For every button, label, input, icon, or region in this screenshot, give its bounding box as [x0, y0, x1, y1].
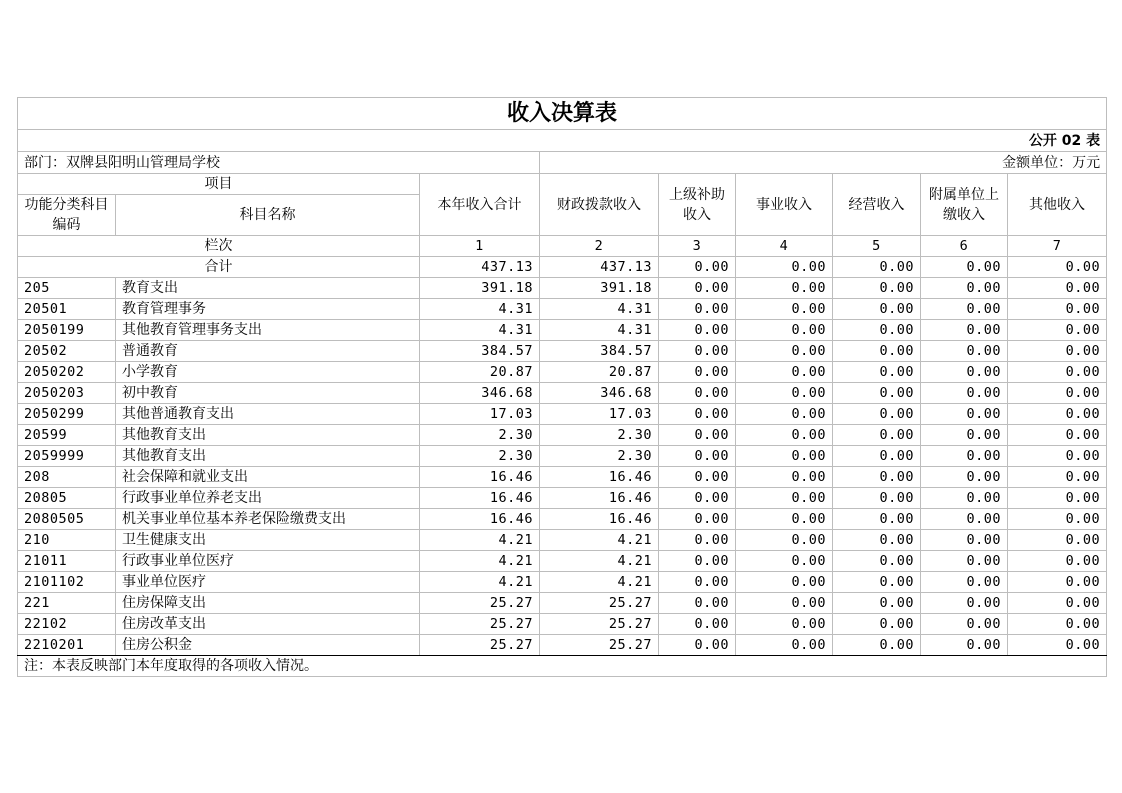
column-index: 6	[921, 236, 1008, 257]
amount-cell: 0.00	[833, 467, 921, 488]
amount-cell: 20.87	[420, 362, 540, 383]
amount-cell: 4.31	[420, 299, 540, 320]
amount-cell: 0.00	[659, 551, 736, 572]
amount-cell: 0.00	[659, 446, 736, 467]
table-row	[18, 593, 1107, 614]
amount-cell: 0.00	[921, 509, 1008, 530]
amount-cell: 0.00	[659, 404, 736, 425]
amount-cell: 25.27	[540, 635, 659, 656]
subject-name: 机关事业单位基本养老保险缴费支出	[116, 509, 420, 530]
amount-cell: 0.00	[921, 593, 1008, 614]
amount-cell: 0.00	[1008, 320, 1107, 341]
amount-cell: 0.00	[659, 299, 736, 320]
total-cell: 0.00	[921, 257, 1008, 278]
subject-name: 卫生健康支出	[116, 530, 420, 551]
amount-cell: 4.31	[540, 320, 659, 341]
total-cell: 437.13	[540, 257, 659, 278]
amount-cell: 0.00	[659, 530, 736, 551]
table-row	[18, 614, 1107, 635]
amount-cell: 0.00	[736, 488, 833, 509]
amount-cell: 0.00	[659, 509, 736, 530]
table-row	[18, 551, 1107, 572]
subject-name: 行政事业单位养老支出	[116, 488, 420, 509]
amount-cell: 0.00	[1008, 362, 1107, 383]
amount-cell: 346.68	[420, 383, 540, 404]
subject-code: 20599	[18, 425, 116, 446]
amount-cell: 0.00	[921, 572, 1008, 593]
table-row	[18, 467, 1107, 488]
amount-cell: 2.30	[540, 425, 659, 446]
amount-cell: 25.27	[420, 593, 540, 614]
table-row	[18, 488, 1107, 509]
amount-cell: 0.00	[1008, 614, 1107, 635]
amount-cell: 0.00	[921, 320, 1008, 341]
header-fiscal: 财政拨款收入	[540, 174, 659, 236]
amount-cell: 0.00	[659, 593, 736, 614]
amount-cell: 0.00	[736, 299, 833, 320]
amount-cell: 0.00	[921, 404, 1008, 425]
subject-name: 其他教育支出	[116, 446, 420, 467]
subject-code: 2210201	[18, 635, 116, 656]
header-affiliated: 附属单位上缴收入	[921, 174, 1008, 236]
amount-cell: 0.00	[736, 530, 833, 551]
table-row	[18, 320, 1107, 341]
amount-cell: 16.46	[420, 488, 540, 509]
table-row	[18, 635, 1107, 656]
table-row	[18, 383, 1107, 404]
total-row-label: 合计	[18, 257, 420, 278]
amount-cell: 391.18	[420, 278, 540, 299]
total-cell: 0.00	[659, 257, 736, 278]
subject-name: 事业单位医疗	[116, 572, 420, 593]
amount-cell: 0.00	[1008, 488, 1107, 509]
page-title: 收入决算表	[18, 98, 1107, 130]
table-row	[18, 299, 1107, 320]
amount-cell: 0.00	[659, 614, 736, 635]
subject-code: 210	[18, 530, 116, 551]
amount-cell: 16.46	[420, 509, 540, 530]
amount-cell: 0.00	[1008, 530, 1107, 551]
amount-cell: 4.31	[540, 299, 659, 320]
amount-cell: 0.00	[659, 383, 736, 404]
header-business: 事业收入	[736, 174, 833, 236]
amount-cell: 25.27	[420, 614, 540, 635]
amount-cell: 0.00	[921, 530, 1008, 551]
amount-cell: 0.00	[659, 488, 736, 509]
income-statement-table	[17, 97, 1107, 677]
amount-cell: 0.00	[921, 635, 1008, 656]
subject-code: 2050203	[18, 383, 116, 404]
amount-cell: 4.21	[420, 530, 540, 551]
amount-cell: 0.00	[736, 572, 833, 593]
amount-cell: 0.00	[921, 362, 1008, 383]
table-row	[18, 404, 1107, 425]
subject-name: 初中教育	[116, 383, 420, 404]
amount-cell: 0.00	[833, 635, 921, 656]
amount-cell: 0.00	[736, 383, 833, 404]
table-row	[18, 341, 1107, 362]
amount-cell: 25.27	[420, 635, 540, 656]
subject-code: 2101102	[18, 572, 116, 593]
amount-cell: 0.00	[736, 341, 833, 362]
amount-cell: 2.30	[420, 425, 540, 446]
amount-cell: 0.00	[833, 404, 921, 425]
subject-name: 行政事业单位医疗	[116, 551, 420, 572]
subject-name: 其他教育管理事务支出	[116, 320, 420, 341]
amount-cell: 0.00	[659, 425, 736, 446]
amount-cell: 16.46	[540, 488, 659, 509]
amount-cell: 0.00	[736, 509, 833, 530]
amount-cell: 16.46	[540, 509, 659, 530]
amount-cell: 0.00	[1008, 635, 1107, 656]
amount-cell: 0.00	[833, 299, 921, 320]
amount-cell: 384.57	[420, 341, 540, 362]
amount-cell: 0.00	[736, 425, 833, 446]
amount-unit-label: 金额单位：万元	[540, 152, 1107, 174]
amount-cell: 0.00	[833, 362, 921, 383]
amount-cell: 4.31	[420, 320, 540, 341]
amount-cell: 0.00	[921, 341, 1008, 362]
amount-cell: 0.00	[833, 593, 921, 614]
amount-cell: 0.00	[736, 404, 833, 425]
amount-cell: 2.30	[540, 446, 659, 467]
subject-name: 小学教育	[116, 362, 420, 383]
amount-cell: 0.00	[833, 551, 921, 572]
amount-cell: 4.21	[540, 572, 659, 593]
subject-code: 2080505	[18, 509, 116, 530]
amount-cell: 0.00	[833, 383, 921, 404]
subject-name: 住房公积金	[116, 635, 420, 656]
amount-cell: 0.00	[921, 383, 1008, 404]
subject-name: 普通教育	[116, 341, 420, 362]
amount-cell: 0.00	[833, 446, 921, 467]
subject-name: 住房改革支出	[116, 614, 420, 635]
column-index: 4	[736, 236, 833, 257]
amount-cell: 0.00	[921, 467, 1008, 488]
amount-cell: 4.21	[420, 551, 540, 572]
header-operating: 经营收入	[833, 174, 921, 236]
amount-cell: 0.00	[659, 341, 736, 362]
amount-cell: 0.00	[1008, 509, 1107, 530]
column-index-label: 栏次	[18, 236, 420, 257]
amount-cell: 16.46	[540, 467, 659, 488]
subject-name: 社会保障和就业支出	[116, 467, 420, 488]
amount-cell: 0.00	[833, 425, 921, 446]
table-row	[18, 446, 1107, 467]
header-item: 项目	[18, 174, 420, 195]
amount-cell: 4.21	[420, 572, 540, 593]
amount-cell: 0.00	[1008, 467, 1107, 488]
subject-name: 住房保障支出	[116, 593, 420, 614]
subject-name: 其他普通教育支出	[116, 404, 420, 425]
amount-cell: 0.00	[833, 509, 921, 530]
subject-code: 2050199	[18, 320, 116, 341]
amount-cell: 0.00	[1008, 446, 1107, 467]
amount-cell: 0.00	[659, 572, 736, 593]
header-total: 本年收入合计	[420, 174, 540, 236]
column-index: 2	[540, 236, 659, 257]
header-upper: 上级补助收入	[659, 174, 736, 236]
column-index: 3	[659, 236, 736, 257]
header-other: 其他收入	[1008, 174, 1107, 236]
total-cell: 0.00	[736, 257, 833, 278]
amount-cell: 4.21	[540, 551, 659, 572]
amount-cell: 391.18	[540, 278, 659, 299]
amount-cell: 0.00	[736, 551, 833, 572]
amount-cell: 0.00	[833, 278, 921, 299]
subject-code: 22102	[18, 614, 116, 635]
subject-name: 教育支出	[116, 278, 420, 299]
table-row	[18, 278, 1107, 299]
amount-cell: 0.00	[1008, 572, 1107, 593]
amount-cell: 0.00	[736, 614, 833, 635]
amount-cell: 0.00	[833, 320, 921, 341]
subject-name: 教育管理事务	[116, 299, 420, 320]
amount-cell: 4.21	[540, 530, 659, 551]
amount-cell: 0.00	[1008, 593, 1107, 614]
amount-cell: 0.00	[921, 446, 1008, 467]
subject-name: 其他教育支出	[116, 425, 420, 446]
amount-cell: 0.00	[659, 362, 736, 383]
amount-cell: 0.00	[921, 278, 1008, 299]
header-code: 功能分类科目编码	[18, 195, 116, 236]
amount-cell: 0.00	[1008, 404, 1107, 425]
amount-cell: 0.00	[736, 362, 833, 383]
amount-cell: 0.00	[833, 488, 921, 509]
table-row	[18, 425, 1107, 446]
amount-cell: 16.46	[420, 467, 540, 488]
subject-code: 20502	[18, 341, 116, 362]
subject-code: 2050202	[18, 362, 116, 383]
header-name: 科目名称	[116, 195, 420, 236]
amount-cell: 20.87	[540, 362, 659, 383]
amount-cell: 0.00	[921, 425, 1008, 446]
amount-cell: 0.00	[736, 278, 833, 299]
amount-cell: 0.00	[833, 614, 921, 635]
amount-cell: 0.00	[1008, 551, 1107, 572]
subject-code: 20805	[18, 488, 116, 509]
amount-cell: 17.03	[540, 404, 659, 425]
amount-cell: 0.00	[921, 551, 1008, 572]
amount-cell: 0.00	[921, 488, 1008, 509]
amount-cell: 0.00	[736, 446, 833, 467]
amount-cell: 0.00	[921, 614, 1008, 635]
subject-code: 2050299	[18, 404, 116, 425]
amount-cell: 0.00	[659, 320, 736, 341]
table-row	[18, 362, 1107, 383]
amount-cell: 2.30	[420, 446, 540, 467]
amount-cell: 0.00	[659, 635, 736, 656]
subject-code: 2059999	[18, 446, 116, 467]
amount-cell: 0.00	[1008, 299, 1107, 320]
amount-cell: 25.27	[540, 614, 659, 635]
amount-cell: 0.00	[659, 278, 736, 299]
amount-cell: 384.57	[540, 341, 659, 362]
total-cell: 0.00	[833, 257, 921, 278]
department-label: 部门：双牌县阳明山管理局学校	[18, 152, 540, 174]
amount-cell: 17.03	[420, 404, 540, 425]
column-index: 5	[833, 236, 921, 257]
table-row	[18, 509, 1107, 530]
amount-cell: 346.68	[540, 383, 659, 404]
amount-cell: 0.00	[736, 320, 833, 341]
amount-cell: 0.00	[1008, 383, 1107, 404]
amount-cell: 0.00	[1008, 425, 1107, 446]
amount-cell: 0.00	[659, 467, 736, 488]
column-index: 7	[1008, 236, 1107, 257]
amount-cell: 0.00	[1008, 278, 1107, 299]
amount-cell: 0.00	[921, 299, 1008, 320]
total-cell: 0.00	[1008, 257, 1107, 278]
amount-cell: 0.00	[833, 530, 921, 551]
table-row	[18, 530, 1107, 551]
amount-cell: 0.00	[833, 341, 921, 362]
amount-cell: 0.00	[736, 635, 833, 656]
column-index: 1	[420, 236, 540, 257]
total-cell: 437.13	[420, 257, 540, 278]
amount-cell: 0.00	[833, 572, 921, 593]
subject-code: 208	[18, 467, 116, 488]
amount-cell: 25.27	[540, 593, 659, 614]
table-note: 注：本表反映部门本年度取得的各项收入情况。	[18, 656, 1107, 677]
amount-cell: 0.00	[736, 467, 833, 488]
subject-code: 221	[18, 593, 116, 614]
subject-code: 21011	[18, 551, 116, 572]
amount-cell: 0.00	[1008, 341, 1107, 362]
amount-cell: 0.00	[736, 593, 833, 614]
subject-code: 20501	[18, 299, 116, 320]
form-number: 公开 02 表	[18, 130, 1107, 152]
subject-code: 205	[18, 278, 116, 299]
table-row	[18, 572, 1107, 593]
